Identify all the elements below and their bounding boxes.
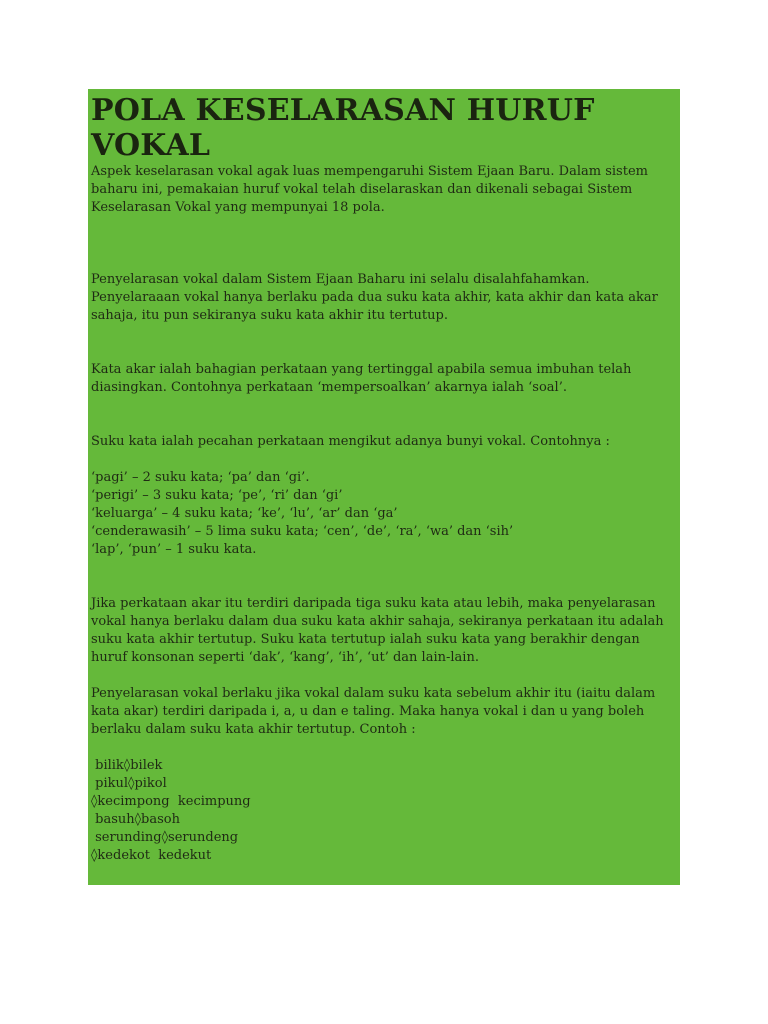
paragraph-suku-kata: Suku kata ialah pecahan perkataan mengikut adanya bunyi vokal. Contohnya : xyxy=(91,434,610,449)
paragraph-kata-akar: Kata akar ialah bahagian perkataan yang tertinggal apabila semua imbuhan telah diasingkan. Contohnya perkataan ‘mempersoalkan’ akarnya ialah ‘soal’. xyxy=(91,362,632,395)
list-item: bilik◊bilek xyxy=(91,758,163,773)
list-item: basuh◊basoh xyxy=(91,812,180,827)
paragraph-intro: Aspek keselarasan vokal agak luas mempengaruhi Sistem Ejaan Baru. Dalam sistem baharu ini, pemakaian huruf vokal telah diselaraskan dan dikenali sebagai Sistem Keselarasan Vokal yang mempunyai 18 pola. xyxy=(91,164,648,215)
paragraph-penyelarasan: Penyelarasan vokal dalam Sistem Ejaan Baharu ini selalu disalahfahamkan. Penyelaraaan vokal hanya berlaku pada dua suku kata akhir, kata akhir dan kata akar sahaja, itu pun sekiranya suku kata akhir itu tertutup. xyxy=(91,272,658,323)
paragraph-perkataan-akar: Jika perkataan akar itu terdiri daripada tiga suku kata atau lebih, maka penyelarasan vokal hanya berlaku dalam dua suku kata akhir sahaja, sekiranya perkataan itu adalah suku kata akhir tertutup. Suku kata tertutup ialah suku kata yang berakhir dengan huruf konsonan seperti ‘dak’, ‘kang’, ‘ih’, ‘ut’ dan lain-lain. xyxy=(91,596,664,665)
example-list xyxy=(91,757,676,865)
list-item: serunding◊serundeng xyxy=(91,830,239,845)
list-item: ◊kedekot kedekut xyxy=(91,848,212,863)
paragraph-suku-kata-examples: ‘pagi’ – 2 suku kata; ‘pa’ dan ‘gi’. ‘perigi’ – 3 suku kata; ‘pe’, ‘ri’ dan ‘gi’ ‘keluarga’ – 4 suku kata; ‘ke’, ‘lu’, ‘ar’ dan ‘ga’ ‘cenderawasih’ – 5 lima suku kata; ‘cen’, ‘de’, ‘ra’, ‘wa’ dan ‘sih’ ‘lap’, ‘pun’ – 1 suku kata. xyxy=(91,470,514,557)
list-item: ◊kecimpong kecimpung xyxy=(91,794,251,809)
paragraph-contoh-intro: Penyelarasan vokal berlaku jika vokal dalam suku kata sebelum akhir itu (iaitu dalam kata akar) terdiri daripada i, a, u dan e taling. Maka hanya vokal i dan u yang boleh berlaku dalam suku kata akhir tertutup. Contoh : xyxy=(91,686,656,737)
list-item: pikul◊pikol xyxy=(91,776,167,791)
document-panel xyxy=(88,89,680,885)
document-title: POLA KESELARASAN HURUF VOKAL xyxy=(91,93,595,163)
